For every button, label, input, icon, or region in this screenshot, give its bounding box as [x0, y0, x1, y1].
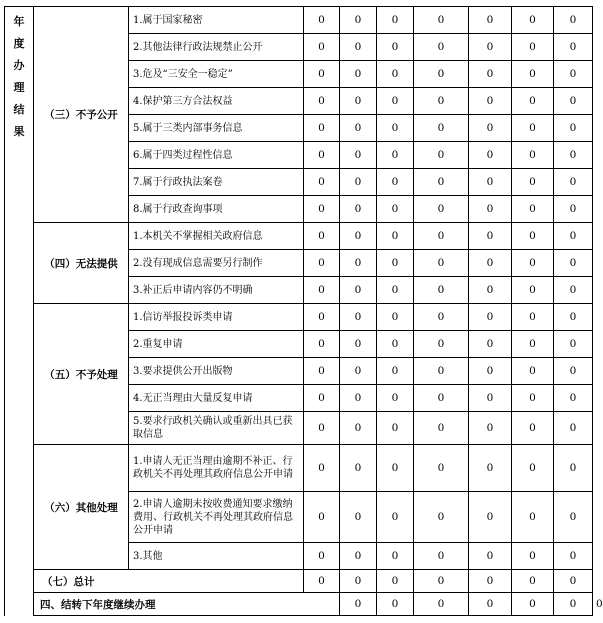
value-cell: 0 [377, 7, 414, 34]
value-cell: 0 [377, 445, 414, 492]
table-row [5, 570, 593, 593]
value-cell: 0 [414, 169, 469, 196]
item-label: 5.要求行政机关确认或重新出具已获取信息 [129, 412, 304, 445]
value-cell: 0 [554, 223, 593, 250]
table-row [5, 223, 593, 250]
value-cell: 0 [340, 169, 377, 196]
value-cell: 0 [340, 492, 377, 543]
value-cell: 0 [414, 492, 469, 543]
value-cell: 0 [554, 412, 593, 445]
value-cell: 0 [554, 543, 593, 570]
value-cell: 0 [304, 196, 340, 223]
value-cell: 0 [554, 331, 593, 358]
value-cell: 0 [377, 492, 414, 543]
value-cell: 0 [554, 115, 593, 142]
item-label: 3.补正后申请内容仍不明确 [129, 277, 304, 304]
value-cell: 0 [469, 169, 512, 196]
value-cell: 0 [469, 88, 512, 115]
value-cell: 0 [340, 223, 377, 250]
value-cell: 0 [469, 61, 512, 88]
value-cell: 0 [414, 593, 469, 616]
value-cell: 0 [377, 593, 414, 616]
value-cell: 0 [377, 385, 414, 412]
value-cell: 0 [377, 142, 414, 169]
value-cell: 0 [304, 570, 340, 593]
value-cell: 0 [512, 570, 554, 593]
total-label: （七）总计 [34, 570, 304, 593]
value-cell: 0 [304, 445, 340, 492]
value-cell: 0 [304, 385, 340, 412]
group-label: （六）其他处理 [34, 445, 129, 570]
results-table [4, 6, 603, 616]
value-cell: 0 [512, 593, 554, 616]
item-label: 1.属于国家秘密 [129, 7, 304, 34]
value-cell: 0 [304, 250, 340, 277]
value-cell: 0 [377, 88, 414, 115]
value-cell: 0 [512, 115, 554, 142]
value-cell: 0 [304, 277, 340, 304]
value-cell: 0 [554, 304, 593, 331]
value-cell: 0 [512, 169, 554, 196]
value-cell: 0 [512, 250, 554, 277]
value-cell: 0 [340, 543, 377, 570]
value-cell: 0 [512, 142, 554, 169]
value-cell: 0 [554, 570, 593, 593]
value-cell: 0 [554, 358, 593, 385]
value-cell: 0 [377, 169, 414, 196]
value-cell: 0 [469, 115, 512, 142]
table-row [5, 7, 593, 34]
value-cell: 0 [554, 385, 593, 412]
value-cell: 0 [304, 223, 340, 250]
value-cell: 0 [304, 492, 340, 543]
value-cell: 0 [512, 543, 554, 570]
value-cell: 0 [304, 358, 340, 385]
value-cell: 0 [340, 250, 377, 277]
value-cell: 0 [340, 570, 377, 593]
value-cell: 0 [512, 196, 554, 223]
item-label: 3.危及“三安全一稳定” [129, 61, 304, 88]
value-cell: 0 [377, 358, 414, 385]
item-label: 6.属于四类过程性信息 [129, 142, 304, 169]
value-cell: 0 [512, 412, 554, 445]
value-cell: 0 [554, 34, 593, 61]
value-cell: 0 [340, 385, 377, 412]
value-cell: 0 [554, 250, 593, 277]
value-cell: 0 [512, 277, 554, 304]
value-cell: 0 [469, 7, 512, 34]
item-label: 2.其他法律行政法规禁止公开 [129, 34, 304, 61]
value-cell: 0 [554, 7, 593, 34]
value-cell: 0 [469, 331, 512, 358]
value-cell: 0 [414, 34, 469, 61]
value-cell: 0 [340, 196, 377, 223]
value-cell: 0 [512, 223, 554, 250]
value-cell: 0 [377, 331, 414, 358]
value-cell: 0 [304, 115, 340, 142]
value-cell: 0 [512, 61, 554, 88]
item-label: 2.没有现成信息需要另行制作 [129, 250, 304, 277]
item-label: 4.保护第三方合法权益 [129, 88, 304, 115]
group-label: （四）无法提供 [34, 223, 129, 304]
item-label: 1.本机关不掌握相关政府信息 [129, 223, 304, 250]
item-label: 2.重复申请 [129, 331, 304, 358]
value-cell: 0 [377, 277, 414, 304]
value-cell: 0 [414, 543, 469, 570]
value-cell: 0 [340, 7, 377, 34]
value-cell: 0 [554, 61, 593, 88]
value-cell: 0 [469, 304, 512, 331]
value-cell: 0 [304, 61, 340, 88]
value-cell: 0 [340, 34, 377, 61]
value-cell: 0 [340, 304, 377, 331]
value-cell: 0 [414, 88, 469, 115]
value-cell: 0 [512, 331, 554, 358]
value-cell: 0 [469, 385, 512, 412]
value-cell: 0 [340, 115, 377, 142]
value-cell: 0 [414, 61, 469, 88]
value-cell: 0 [414, 142, 469, 169]
value-cell: 0 [304, 169, 340, 196]
value-cell: 0 [414, 277, 469, 304]
item-label: 2.申请人逾期未按收费通知要求缴纳费用、行政机关不再处理其政府信息公开申请 [129, 492, 304, 543]
value-cell: 0 [304, 331, 340, 358]
value-cell: 0 [554, 593, 593, 616]
value-cell: 0 [377, 61, 414, 88]
value-cell: 0 [554, 196, 593, 223]
value-cell: 0 [469, 358, 512, 385]
value-cell: 0 [377, 115, 414, 142]
value-cell: 0 [469, 543, 512, 570]
value-cell: 0 [377, 543, 414, 570]
group-label: （三）不予公开 [34, 7, 129, 223]
value-cell: 0 [554, 445, 593, 492]
value-cell: 0 [554, 88, 593, 115]
value-cell: 0 [414, 304, 469, 331]
value-cell: 0 [377, 34, 414, 61]
value-cell: 0 [340, 412, 377, 445]
item-label: 4.无正当理由大量反复申请 [129, 385, 304, 412]
item-label: 1.信访举报投诉类申请 [129, 304, 304, 331]
value-cell: 0 [554, 492, 593, 543]
value-cell: 0 [414, 7, 469, 34]
value-cell: 0 [377, 304, 414, 331]
value-cell: 0 [512, 7, 554, 34]
value-cell: 0 [414, 570, 469, 593]
item-label: 1.申请人无正当理由逾期不补正、行政机关不再处理其政府信息公开申请 [129, 445, 304, 492]
value-cell: 0 [554, 169, 593, 196]
value-cell: 0 [512, 88, 554, 115]
value-cell: 0 [304, 543, 340, 570]
value-cell: 0 [512, 385, 554, 412]
value-cell: 0 [469, 277, 512, 304]
value-cell: 0 [414, 445, 469, 492]
value-cell: 0 [340, 331, 377, 358]
value-cell: 0 [512, 445, 554, 492]
annual-result-label: 年 度 办 理 结 果 [5, 7, 34, 616]
table-row: 四、结转下年度继续办理 0 0 0 0 0 0 0 [5, 593, 593, 616]
value-cell: 0 [340, 277, 377, 304]
item-label: 3.要求提供公开出版物 [129, 358, 304, 385]
value-cell: 0 [377, 223, 414, 250]
value-cell: 0 [340, 445, 377, 492]
value-cell: 0 [304, 34, 340, 61]
value-cell: 0 [512, 492, 554, 543]
value-cell: 0 [340, 358, 377, 385]
value-cell: 0 [377, 196, 414, 223]
value-cell: 0 [377, 250, 414, 277]
value-cell: 0 [340, 593, 377, 616]
value-cell: 0 [414, 412, 469, 445]
value-cell: 0 [414, 385, 469, 412]
value-cell: 0 [377, 570, 414, 593]
value-cell: 0 [414, 250, 469, 277]
value-cell: 0 [469, 492, 512, 543]
item-label: 8.属于行政查询事项 [129, 196, 304, 223]
value-cell: 0 [469, 34, 512, 61]
value-cell: 0 [512, 304, 554, 331]
table-row [5, 445, 593, 492]
value-cell: 0 [377, 412, 414, 445]
item-label: 7.属于行政执法案卷 [129, 169, 304, 196]
value-cell: 0 [340, 61, 377, 88]
value-cell: 0 [469, 250, 512, 277]
value-cell: 0 [414, 223, 469, 250]
value-cell: 0 [304, 142, 340, 169]
value-cell: 0 [469, 223, 512, 250]
value-cell: 0 [469, 412, 512, 445]
item-label: 5.属于三类内部事务信息 [129, 115, 304, 142]
value-cell: 0 [554, 142, 593, 169]
value-cell: 0 [469, 445, 512, 492]
value-cell: 0 [414, 358, 469, 385]
carry-over-label: 四、结转下年度继续办理 [34, 593, 340, 616]
value-cell: 0 [304, 7, 340, 34]
value-cell: 0 [304, 304, 340, 331]
value-cell: 0 [554, 277, 593, 304]
value-cell: 0 [340, 88, 377, 115]
item-label: 3.其他 [129, 543, 304, 570]
value-cell: 0 [414, 331, 469, 358]
value-cell: 0 [304, 88, 340, 115]
value-cell: 0 [304, 412, 340, 445]
value-cell: 0 [512, 34, 554, 61]
table-row [5, 304, 593, 331]
value-cell: 0 [512, 358, 554, 385]
value-cell: 0 [414, 115, 469, 142]
value-cell: 0 [469, 142, 512, 169]
value-cell: 0 [414, 196, 469, 223]
group-label: （五）不予处理 [34, 304, 129, 445]
value-cell: 0 [469, 196, 512, 223]
value-cell: 0 [469, 570, 512, 593]
value-cell: 0 [340, 142, 377, 169]
value-cell: 0 [469, 593, 512, 616]
